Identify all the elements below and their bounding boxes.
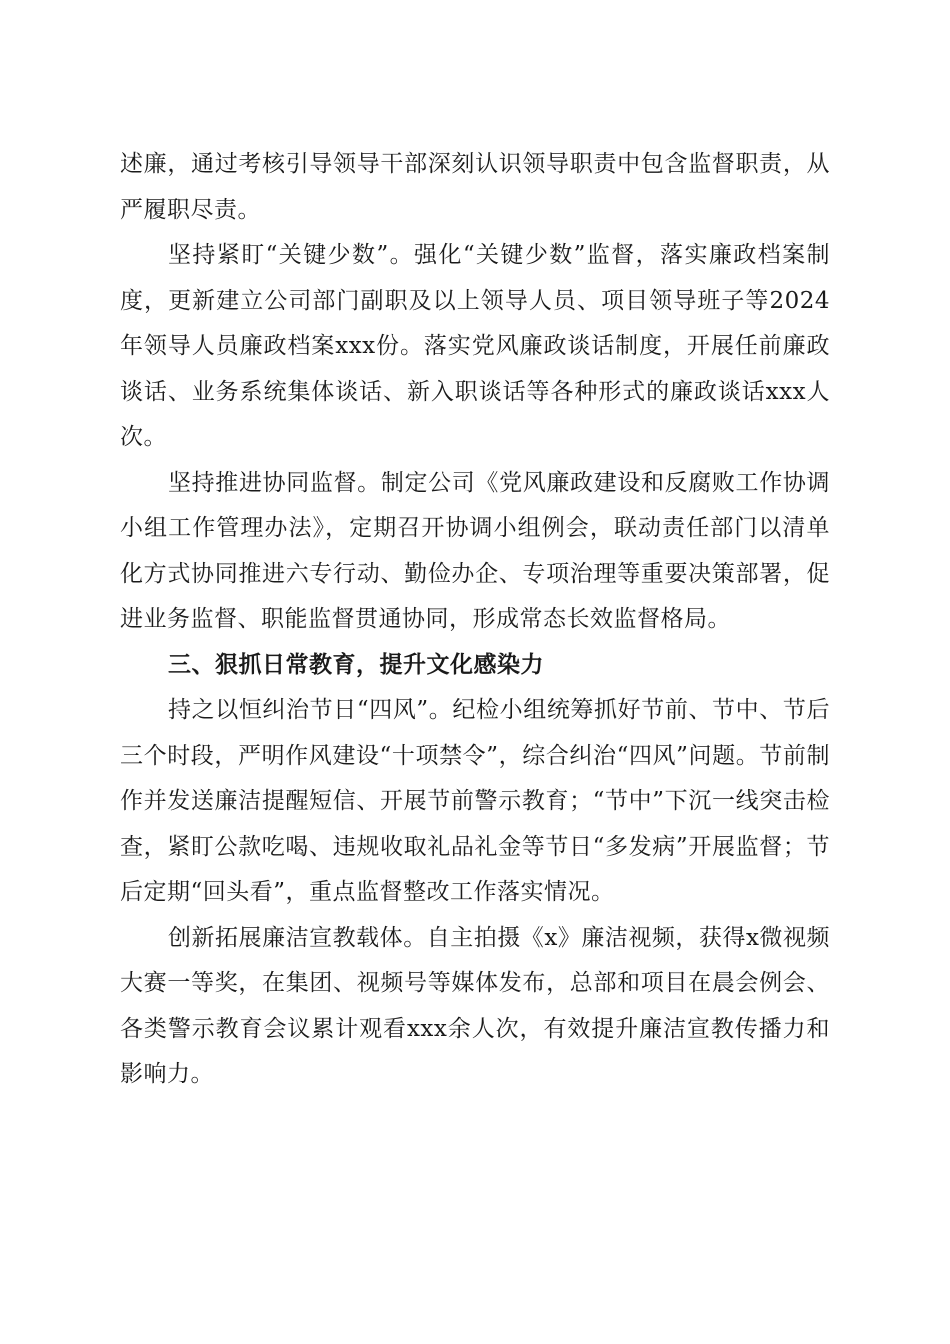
paragraph-continuation: 述廉，通过考核引导领导干部深刻认识领导职责中包含监督职责，从严履职尽责。 [120, 151, 830, 223]
paragraph-holiday-four-winds: 持之以恒纠治节日“四风”。纪检小组统筹抓好节前、节中、节后三个时段，严明作风建设“十项禁令”，综合纠治“四风”问题。节前制作并发送廉洁提醒短信、开展节前警示教育；“节中”下沉一线突击检查，紧盯公款吃喝、违规收取礼品礼金等节日“多发病”开展监督；节后定期“回头看”，重点监督整改工作落实情况。 [120, 697, 830, 905]
section-heading-daily-education: 三、狠抓日常教育，提升文化感染力 [168, 651, 544, 678]
paragraph-integrity-education-carrier: 创新拓展廉洁宣教载体。自主拍摄《x》廉洁视频，获得x微视频大赛一等奖，在集团、视频号等媒体发布，总部和项目在晨会例会、各类警示教育会议累计观看xxx余人次，有效提升廉洁宣教传播力和影响力。 [120, 924, 830, 1087]
paragraph-coordinated-supervision: 坚持推进协同监督。制定公司《党风廉政建设和反腐败工作协调小组工作管理办法》，定期召开协调小组例会，联动责任部门以清单化方式协同推进六专行动、勤俭办企、专项治理等重要决策部署，促进业务监督、职能监督贯通协同，形成常态长效监督格局。 [120, 469, 830, 632]
paragraph-key-minority: 坚持紧盯“关键少数”。强化“关键少数”监督，落实廉政档案制度，更新建立公司部门副职及以上领导人员、项目领导班子等2024年领导人员廉政档案xxx份。落实党风廉政谈话制度，开展任前廉政谈话、业务系统集体谈话、新入职谈话等各种形式的廉政谈话xxx人次。 [120, 242, 830, 450]
document-page [120, 142, 830, 1098]
